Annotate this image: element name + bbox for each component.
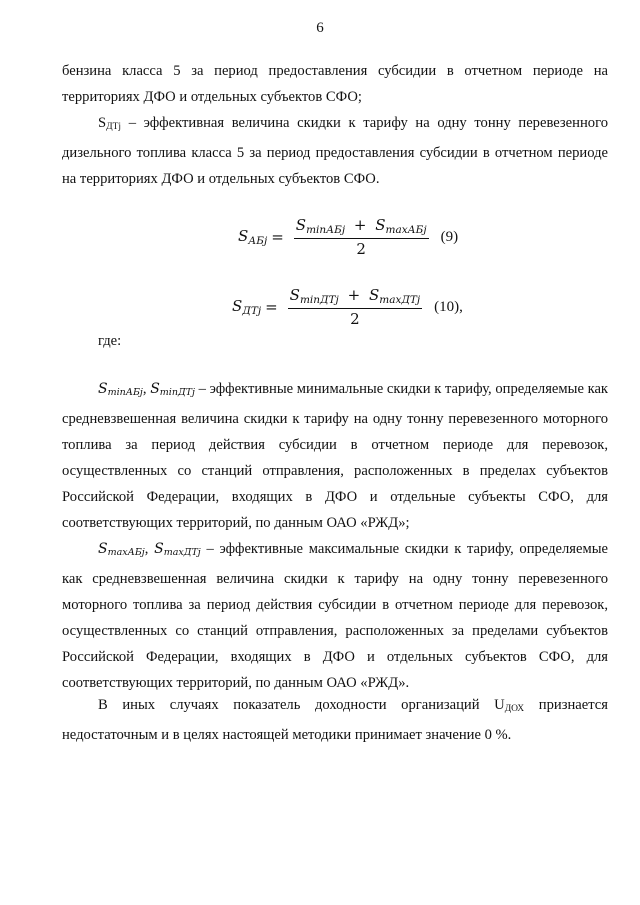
symbol-s-dtj: SДТj [98, 115, 122, 132]
formula9-denominator: 2 [356, 240, 366, 258]
symbol-s-min-dtj: SminДТj [150, 381, 195, 398]
u-subscript: ДОХ [504, 704, 525, 714]
symbol-s-min-abj: SminАБj [98, 381, 143, 398]
formula9-number: (9) [440, 228, 459, 245]
paragraph-diesel-discount [62, 110, 608, 192]
page-number: 6 [316, 20, 324, 36]
formula9-lhs: $S_{АБj}$ [238, 227, 268, 247]
formula-10 [232, 286, 463, 328]
formula9-fraction [294, 216, 429, 258]
paragraph-profitability: В иных случаях показатель доходности организаций UДОХ признается недостаточным и в целях настоящей методики принимает значение 0 %. [62, 697, 609, 743]
formula10-numerator: $S_{minДТj} + S_{maxДТj}$ [288, 286, 423, 309]
where-label: где: [98, 333, 122, 349]
paragraph-gasoline-continuation: бензина класса 5 за период предоставления субсидии в отчетном периоде на территориях ДФО и отдельных субъектов СФО; [62, 63, 608, 105]
formula10-equals: = [265, 298, 278, 316]
paragraph-max-discounts: SmaxАБj, SmaxДТj – эффективные максимальные скидки к тарифу, определяемые как средневзвешенная величина скидки к тарифу на одну тонну перевезенного моторного топлива за период действия субсидии в отчетном периоде для перевозок, осуществленных со станций отправления, расположенных за пределами субъектов Российской Федерации, входящих в ДФО и отдельных субъектов СФО, для соответствующих территорий, по данным ОАО «РЖД». [62, 541, 608, 691]
formula9-equals: = [271, 228, 284, 246]
min-discounts-text: – эффективные минимальные скидки к тарифу, определяемые как средневзвешенная величина скидки к тарифу на одну тонну перевезенного моторного топлива за период действия субсидии в отчетном периоде для перевозок, осуществленных со станций отправления, расположенных в пределах субъектов Российской Федерации, входящих в ДФО и отдельные субъекты СФО, для соответствующих территорий, по данным ОАО «РЖД»; [62, 381, 609, 531]
formula9-numerator: $S_{minАБj} + S_{maxАБj}$ [294, 216, 429, 239]
formula10-number: (10), [434, 298, 463, 315]
formula10-fraction [288, 286, 423, 328]
diesel-discount-text: – эффективная величина скидки к тарифу на одну тонну перевезенного дизельного топлива класса 5 за период предоставления субсидии в отчетном периоде на территориях ДФО и отдельных субъектов СФО. [62, 115, 608, 187]
symbol-s-max-dtj: SmaxДТj [154, 541, 201, 558]
formula10-denominator: 2 [350, 310, 360, 328]
paragraph-min-discounts: SminАБj, SminДТj – эффективные минимальные скидки к тарифу, определяемые как средневзвешенная величина скидки к тарифу на одну тонну перевезенного моторного топлива за период действия субсидии в отчетном периоде для перевозок, осуществленных со станций отправления, расположенных в пределах субъектов Российской Федерации, входящих в ДФО и отдельные субъекты СФО, для соответствующих территорий, по данным ОАО «РЖД»; [62, 381, 609, 531]
symbol-s-max-abj: SmaxАБj [98, 541, 145, 558]
max-discounts-text: – эффективные максимальные скидки к тарифу, определяемые как средневзвешенная величина скидки к тарифу на одну тонну перевезенного моторного топлива за период действия субсидии в отчетном периоде для перевозок, осуществленных со станций отправления, расположенных за пределами субъектов Российской Федерации, входящих в ДФО и отдельных субъектов СФО, для соответствующих территорий, по данным ОАО «РЖД». [62, 541, 608, 691]
formula-9 [238, 216, 458, 258]
formula10-lhs: $S_{ДТj}$ [232, 297, 262, 317]
